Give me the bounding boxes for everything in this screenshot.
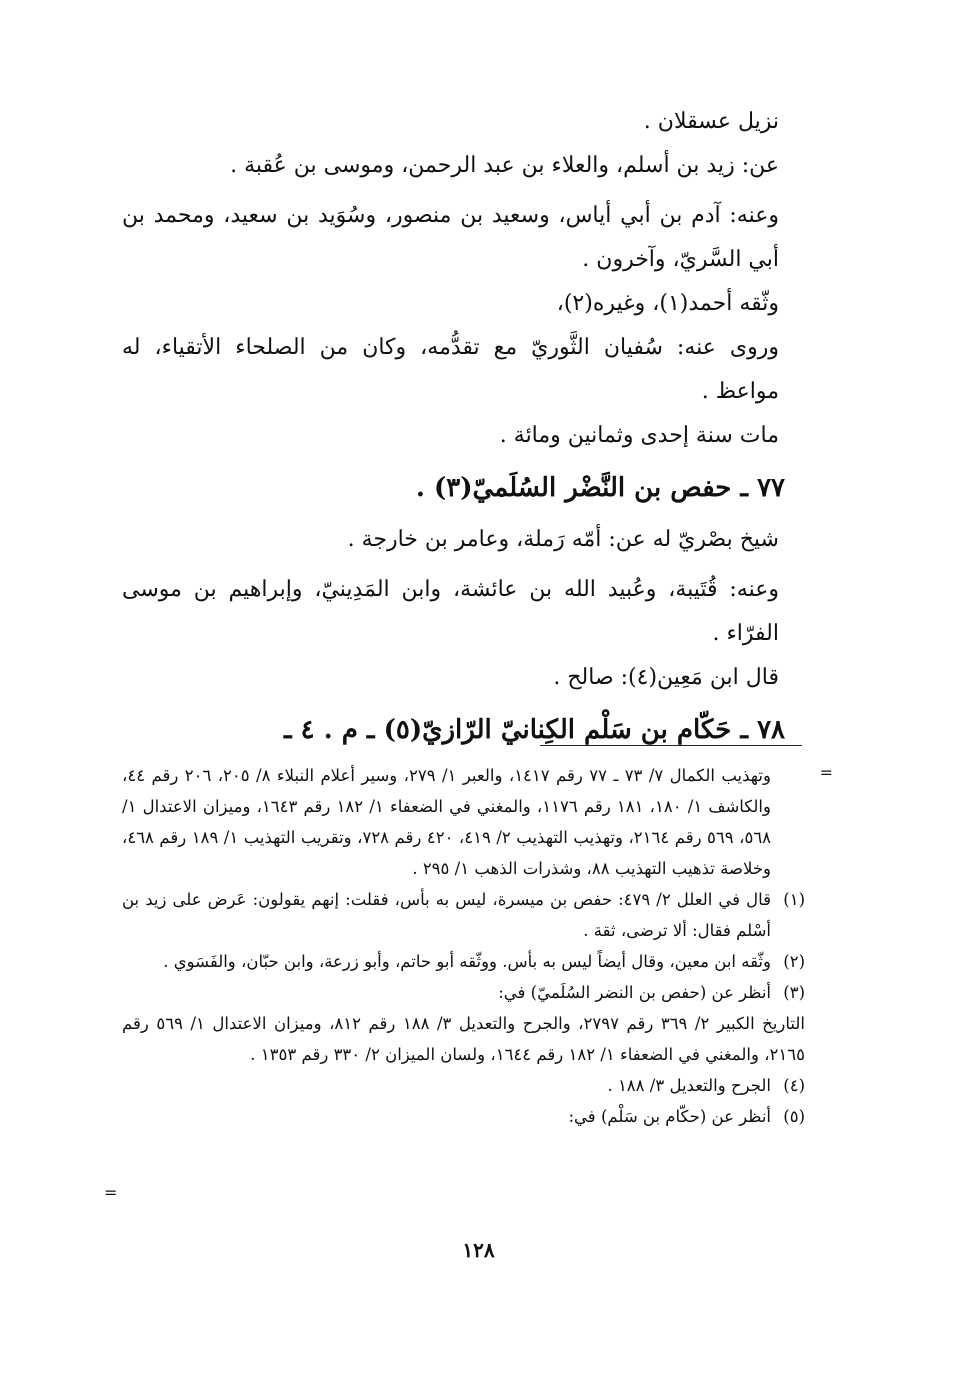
footnote-text: وثّقه ابن معين، وقال أيضاً ليس به بأس. ووثّقه أبو حاتم، وأبو زرعة، وابن حبّان، والفَسَوي . bbox=[163, 952, 771, 971]
main-text bbox=[122, 100, 805, 760]
footnote-number: (٢) bbox=[783, 952, 805, 971]
footnote-number: (٥) bbox=[783, 1107, 805, 1126]
text-line: مات سنة إحدى وثمانين ومائة . bbox=[499, 423, 779, 448]
entry-heading-78: ٧٨ ـ حَكّام بن سَلْم الكِنانيّ الرّازيّ(٥) ـ م . ٤ ـ bbox=[283, 715, 785, 745]
text-paragraph: وروى عنه: سُفيان الثَّوريّ مع تقدُّمه، وكان من الصلحاء الأتقياء، له مواعظ . bbox=[122, 335, 779, 404]
footnote-3-sources: التاريخ الكبير ٢/ ٣٦٩ رقم ٢٧٩٧، والجرح والتعديل ٣/ ١٨٨ رقم ٨١٢، وميزان الاعتدال ١/ ٥٦٩ رقم ٢١٦٥، والمغني في الضعفاء ١/ ١٨٢ رقم ١٦٤٤، ولسان الميزان ٢/ ٣٣٠ رقم ١٣٥٣ . bbox=[122, 1014, 806, 1064]
footnote-separator bbox=[540, 745, 802, 746]
footnote-2 bbox=[122, 946, 805, 977]
footnote-continued: وتهذيب الكمال ٧/ ٧٣ ـ ٧٧ رقم ١٤١٧، والعبر ١/ ٢٧٩، وسير أعلام النبلاء ٨/ ٢٠٥، ٢٠٦ رقم ٤٤، والكاشف ١/ ١٨٠، ١٨١ رقم ١١٧٦، والمغني في الضعفاء ١/ ١٨٢ رقم ١٦٤٣، وميزان الاعتدال ١/ ٥٦٨، ٥٦٩ رقم ٢١٦٤، وتهذيب التهذيب ٢/ ٤١٩، ٤٢٠ رقم ٧٢٨، وتقريب التهذيب ١/ ١٨٩ رقم ٤٦٨، وخلاصة تذهيب التهذيب ٨٨، وشذرات الذهب ١/ ٢٩٥ . bbox=[122, 766, 772, 878]
footnote-number: (٤) bbox=[783, 1076, 805, 1095]
footnotes bbox=[122, 760, 805, 1132]
footnote-5 bbox=[122, 1101, 805, 1132]
text-line: شيخ بصْريّ له عن: أمّه رَملة، وعامر بن خارجة . bbox=[347, 527, 779, 552]
footnote-1 bbox=[122, 884, 805, 946]
text-line: عن: زيد بن أسلم، والعلاء بن عبد الرحمن، وموسى بن عُقبة . bbox=[230, 153, 779, 178]
footnote-text: أنظر عن (حكّام بن سَلْم) في: bbox=[568, 1107, 771, 1126]
footnote-number: (١) bbox=[783, 890, 805, 909]
footnote-3 bbox=[122, 977, 805, 1008]
text-line: نزيل عسقلان . bbox=[643, 109, 779, 134]
text-line: وثّقه أحمد(١)، وغيره(٢)، bbox=[556, 291, 779, 316]
page-number: ١٢٨ bbox=[462, 1238, 495, 1262]
text-paragraph: وعنه: قُتَيبة، وعُبيد الله بن عائشة، وابن المَدِينيّ، وإبراهيم بن موسى الفرّاء . bbox=[122, 577, 779, 646]
footnote-text: الجرح والتعديل ٣/ ١٨٨ . bbox=[607, 1076, 771, 1095]
footnote-text: قال في العلل ٢/ ٤٧٩: حفص بن ميسرة، ليس به بأس، فقلت: إنهم يقولون: عَرض على زيد بن أسْلم فقال: ألا ترضى، ثقة . bbox=[122, 890, 771, 940]
footnote-text: أنظر عن (حفص بن النضر السُلَميّ) في: bbox=[498, 983, 771, 1002]
footnote-number: (٣) bbox=[783, 983, 805, 1002]
continuation-mark: = bbox=[819, 763, 833, 782]
footnote-4 bbox=[122, 1070, 805, 1101]
text-line: قال ابن مَعِين(٤): صالح . bbox=[553, 665, 779, 690]
entry-heading-77: ٧٧ ـ حفص بن النَّضْر السُلَميّ(٣) . bbox=[415, 473, 785, 503]
text-paragraph: وعنه: آدم بن أبي أياس، وسعيد بن منصور، وسُوَيد بن سعيد، ومحمد بن أبي السَّريّ، وآخرون . bbox=[122, 203, 779, 272]
continues-next-page-mark: = bbox=[104, 1183, 118, 1202]
